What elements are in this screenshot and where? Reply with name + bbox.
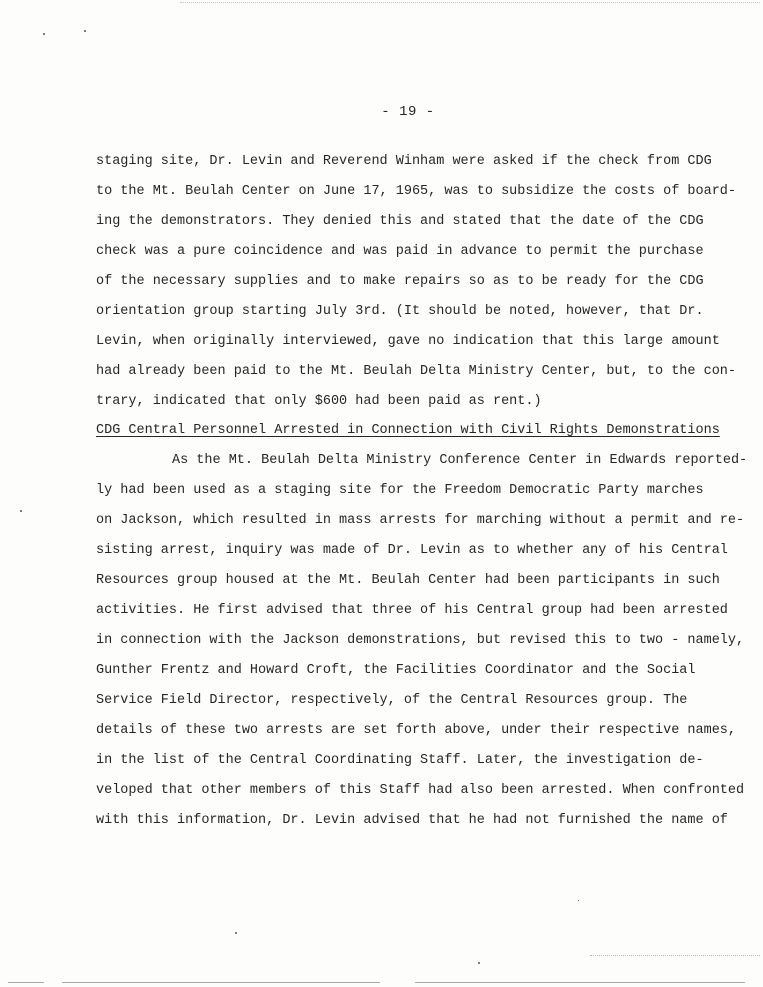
text-line: activities. He first advised that three of his Central group had been arrested bbox=[96, 603, 728, 619]
text-line: Levin, when originally interviewed, gave no indication that this large amount bbox=[96, 333, 720, 349]
text-line: details of these two arrests are set forth above, under their respective names, bbox=[96, 722, 737, 738]
text-line: in the list of the Central Coordinating Staff. Later, the investigation de- bbox=[96, 752, 704, 768]
text-line: orientation group starting July 3rd. (It should be noted, however, that Dr. bbox=[96, 303, 704, 319]
scan-speck bbox=[235, 932, 237, 934]
text-line: check was a pure coincidence and was paid in advance to permit the purchase bbox=[96, 243, 704, 259]
section-heading: CDG Central Personnel Arrested in Connection with Civil Rights Demonstrations bbox=[96, 423, 720, 439]
text-line: veloped that other members of this Staff had also been arrested. When confronted bbox=[96, 782, 745, 798]
scan-speck bbox=[478, 962, 480, 964]
scan-speck bbox=[578, 900, 579, 901]
bottom-dotted-rule bbox=[590, 955, 760, 956]
scan-speck bbox=[84, 30, 86, 32]
text-line: As the Mt. Beulah Delta Ministry Conference Center in Edwards reported- bbox=[172, 453, 748, 469]
text-line: trary, indicated that only $600 had been paid as rent.) bbox=[96, 393, 542, 409]
text-line: ing the demonstrators. They denied this and stated that the date of the CDG bbox=[96, 213, 704, 229]
body-text bbox=[96, 147, 748, 836]
text-line: in connection with the Jackson demonstrations, but revised this to two - namely, bbox=[96, 633, 745, 648]
text-line: sisting arrest, inquiry was made of Dr. Levin as to whether any of his Central bbox=[96, 543, 728, 559]
text-line: staging site, Dr. Levin and Reverend Winham were asked if the check from CDG bbox=[96, 154, 712, 169]
footer-rule bbox=[62, 982, 380, 983]
footer-rule bbox=[415, 982, 745, 983]
top-dotted-border bbox=[180, 2, 760, 3]
footer-rule bbox=[8, 982, 44, 983]
text-line: of the necessary supplies and to make repairs so as to be ready for the CDG bbox=[96, 273, 704, 289]
text-line: had already been paid to the Mt. Beulah Delta Ministry Center, but, to the con- bbox=[96, 363, 737, 379]
page-number: - 19 - bbox=[381, 104, 435, 120]
scan-speck bbox=[20, 510, 22, 512]
text-line: Resources group housed at the Mt. Beulah Center had been participants in such bbox=[96, 573, 720, 589]
text-line: Service Field Director, respectively, of the Central Resources group. The bbox=[96, 692, 688, 708]
text-line: with this information, Dr. Levin advised that he had not furnished the name of bbox=[96, 812, 728, 828]
text-line: on Jackson, which resulted in mass arrests for marching without a permit and re- bbox=[96, 513, 745, 529]
text-line: Gunther Frentz and Howard Croft, the Facilities Coordinator and the Social bbox=[96, 662, 696, 678]
text-line: ly had been used as a staging site for the Freedom Democratic Party marches bbox=[96, 483, 704, 499]
scan-speck bbox=[43, 33, 45, 35]
text-line: to the Mt. Beulah Center on June 17, 1965, was to subsidize the costs of board- bbox=[96, 183, 737, 199]
